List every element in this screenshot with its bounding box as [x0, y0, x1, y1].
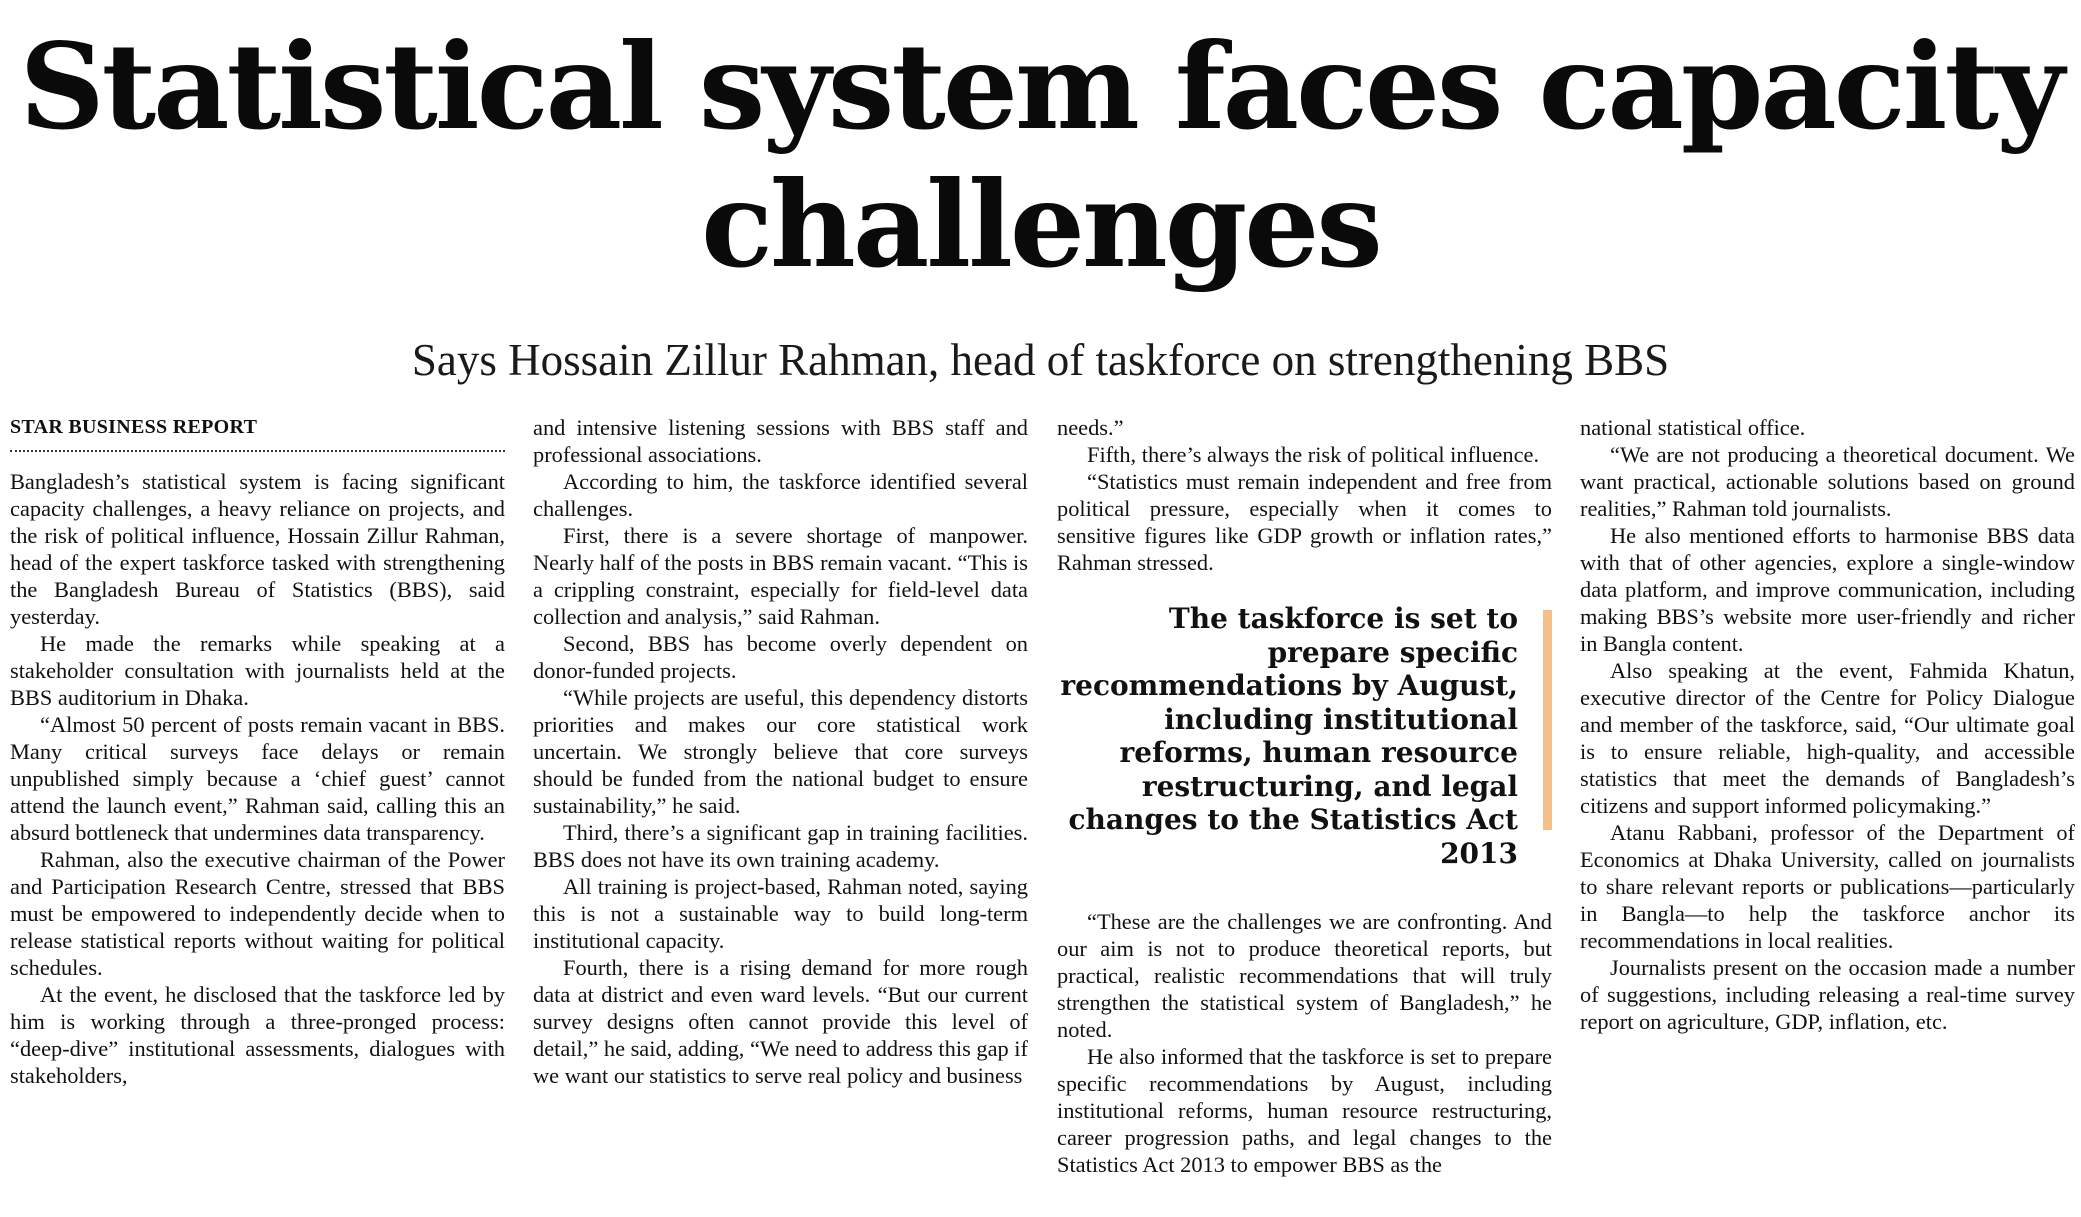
article-column-1 [10, 414, 505, 1089]
paragraph: “We are not producing a theoretical document. We want practical, actionable solutions based on ground realities,” Rahman told journalists. [1580, 442, 2075, 521]
paragraph: Atanu Rabbani, professor of the Department of Economics at Dhaka University, called on journalists to share relevant reports or publications—particularly in Bangla—to help the taskforce anchor its recommendations in local realities. [1580, 820, 2075, 953]
paragraph: He also mentioned efforts to harmonise BBS data with that of other agencies, explore a single-window data platform, and improve communication, including making BBS’s website more user-friendly and richer in Bangla content. [1580, 523, 2075, 656]
paragraph: He made the remarks while speaking at a stakeholder consultation with journalists held at the BBS auditorium in Dhaka. [10, 631, 505, 710]
paragraph: Also speaking at the event, Fahmida Khatun, executive director of the Centre for Policy Dialogue and member of the taskforce, said, “Our ultimate goal is to ensure reliable, high-quality, and accessible statistics that meet the demands of Bangladesh’s citizens and support informed policymaking.” [1580, 658, 2075, 818]
paragraph: All training is project-based, Rahman noted, saying this is not a sustainable way to build long-term institutional capacity. [533, 874, 1028, 953]
paragraph: Second, BBS has become overly dependent on donor-funded projects. [533, 631, 1028, 683]
paragraph: “Almost 50 percent of posts remain vacant in BBS. Many critical surveys face delays or remain unpublished simply because a ‘chief guest’ cannot attend the launch event,” Rahman said, calling this an absurd bottleneck that undermines data transparency. [10, 712, 505, 845]
byline: STAR BUSINESS REPORT [10, 414, 505, 452]
pull-quote [1057, 602, 1552, 870]
headline: Statistical system faces capacity challenges [19, 17, 2062, 294]
paragraph: and intensive listening sessions with BBS staff and professional associations. [533, 415, 1028, 467]
paragraph: “Statistics must remain independent and free from political pressure, especially when it comes to sensitive figures like GDP growth or inflation rates,” Rahman stressed. [1057, 469, 1552, 575]
article-column-2 [533, 414, 1028, 1089]
paragraph: “While projects are useful, this dependency distorts priorities and makes our core statistical work uncertain. We strongly believe that core surveys should be funded from the national budget to ensure sustainability,” he said. [533, 685, 1028, 818]
paragraph: Fifth, there’s always the risk of political influence. [1087, 442, 1540, 467]
paragraph: needs.” [1057, 415, 1124, 440]
paragraph: According to him, the taskforce identified several challenges. [533, 469, 1028, 521]
paragraph: At the event, he disclosed that the taskforce led by him is working through a three-pronged process: “deep-dive” institutional assessments, dialogues with stakeholders, [10, 982, 505, 1088]
pull-quote-accent-bar [1543, 610, 1552, 830]
paragraph: Journalists present on the occasion made a number of suggestions, including releasing a real-time survey report on agriculture, GDP, inflation, etc. [1580, 955, 2075, 1034]
paragraph: “These are the challenges we are confronting. And our aim is not to produce theoretical reports, but practical, realistic recommendations that will truly strengthen the statistical system of Bangladesh,” he noted. [1057, 909, 1552, 1042]
paragraph: Fourth, there is a rising demand for more rough data at district and even ward levels. “But our current survey designs often cannot provide this level of detail,” he said, adding, “We need to address this gap if we want our statistics to serve real policy and business [533, 955, 1028, 1088]
pull-quote-text: The taskforce is set to prepare specific recommendations by August, including institutional reforms, human resource restructuring, and legal changes to the Statistics Act 2013 [1060, 602, 1518, 870]
paragraph: Third, there’s a significant gap in training facilities. BBS does not have its own training academy. [533, 820, 1028, 872]
paragraph: national statistical office. [1580, 415, 1806, 440]
article-column-3 [1057, 414, 1552, 1178]
article-column-4 [1580, 414, 2075, 1035]
paragraph: Bangladesh’s statistical system is facing significant capacity challenges, a heavy reliance on projects, and the risk of political influence, Hossain Zillur Rahman, head of the expert taskforce tasked with strengthening the Bangladesh Bureau of Statistics (BBS), said yesterday. [10, 469, 505, 629]
paragraph: Rahman, also the executive chairman of the Power and Participation Research Centre, stressed that BBS must be empowered to independently decide when to release statistical reports without waiting for political schedules. [10, 847, 505, 980]
paragraph: First, there is a severe shortage of manpower. Nearly half of the posts in BBS remain vacant. “This is a crippling constraint, especially for field-level data collection and analysis,” said Rahman. [533, 523, 1028, 629]
paragraph: He also informed that the taskforce is set to prepare specific recommendations by August, including institutional reforms, human resource restructuring, career progression paths, and legal changes to the Statistics Act 2013 to empower BBS as the [1057, 1044, 1552, 1177]
subheadline: Says Hossain Zillur Rahman, head of taskforce on strengthening BBS [411, 335, 1670, 385]
